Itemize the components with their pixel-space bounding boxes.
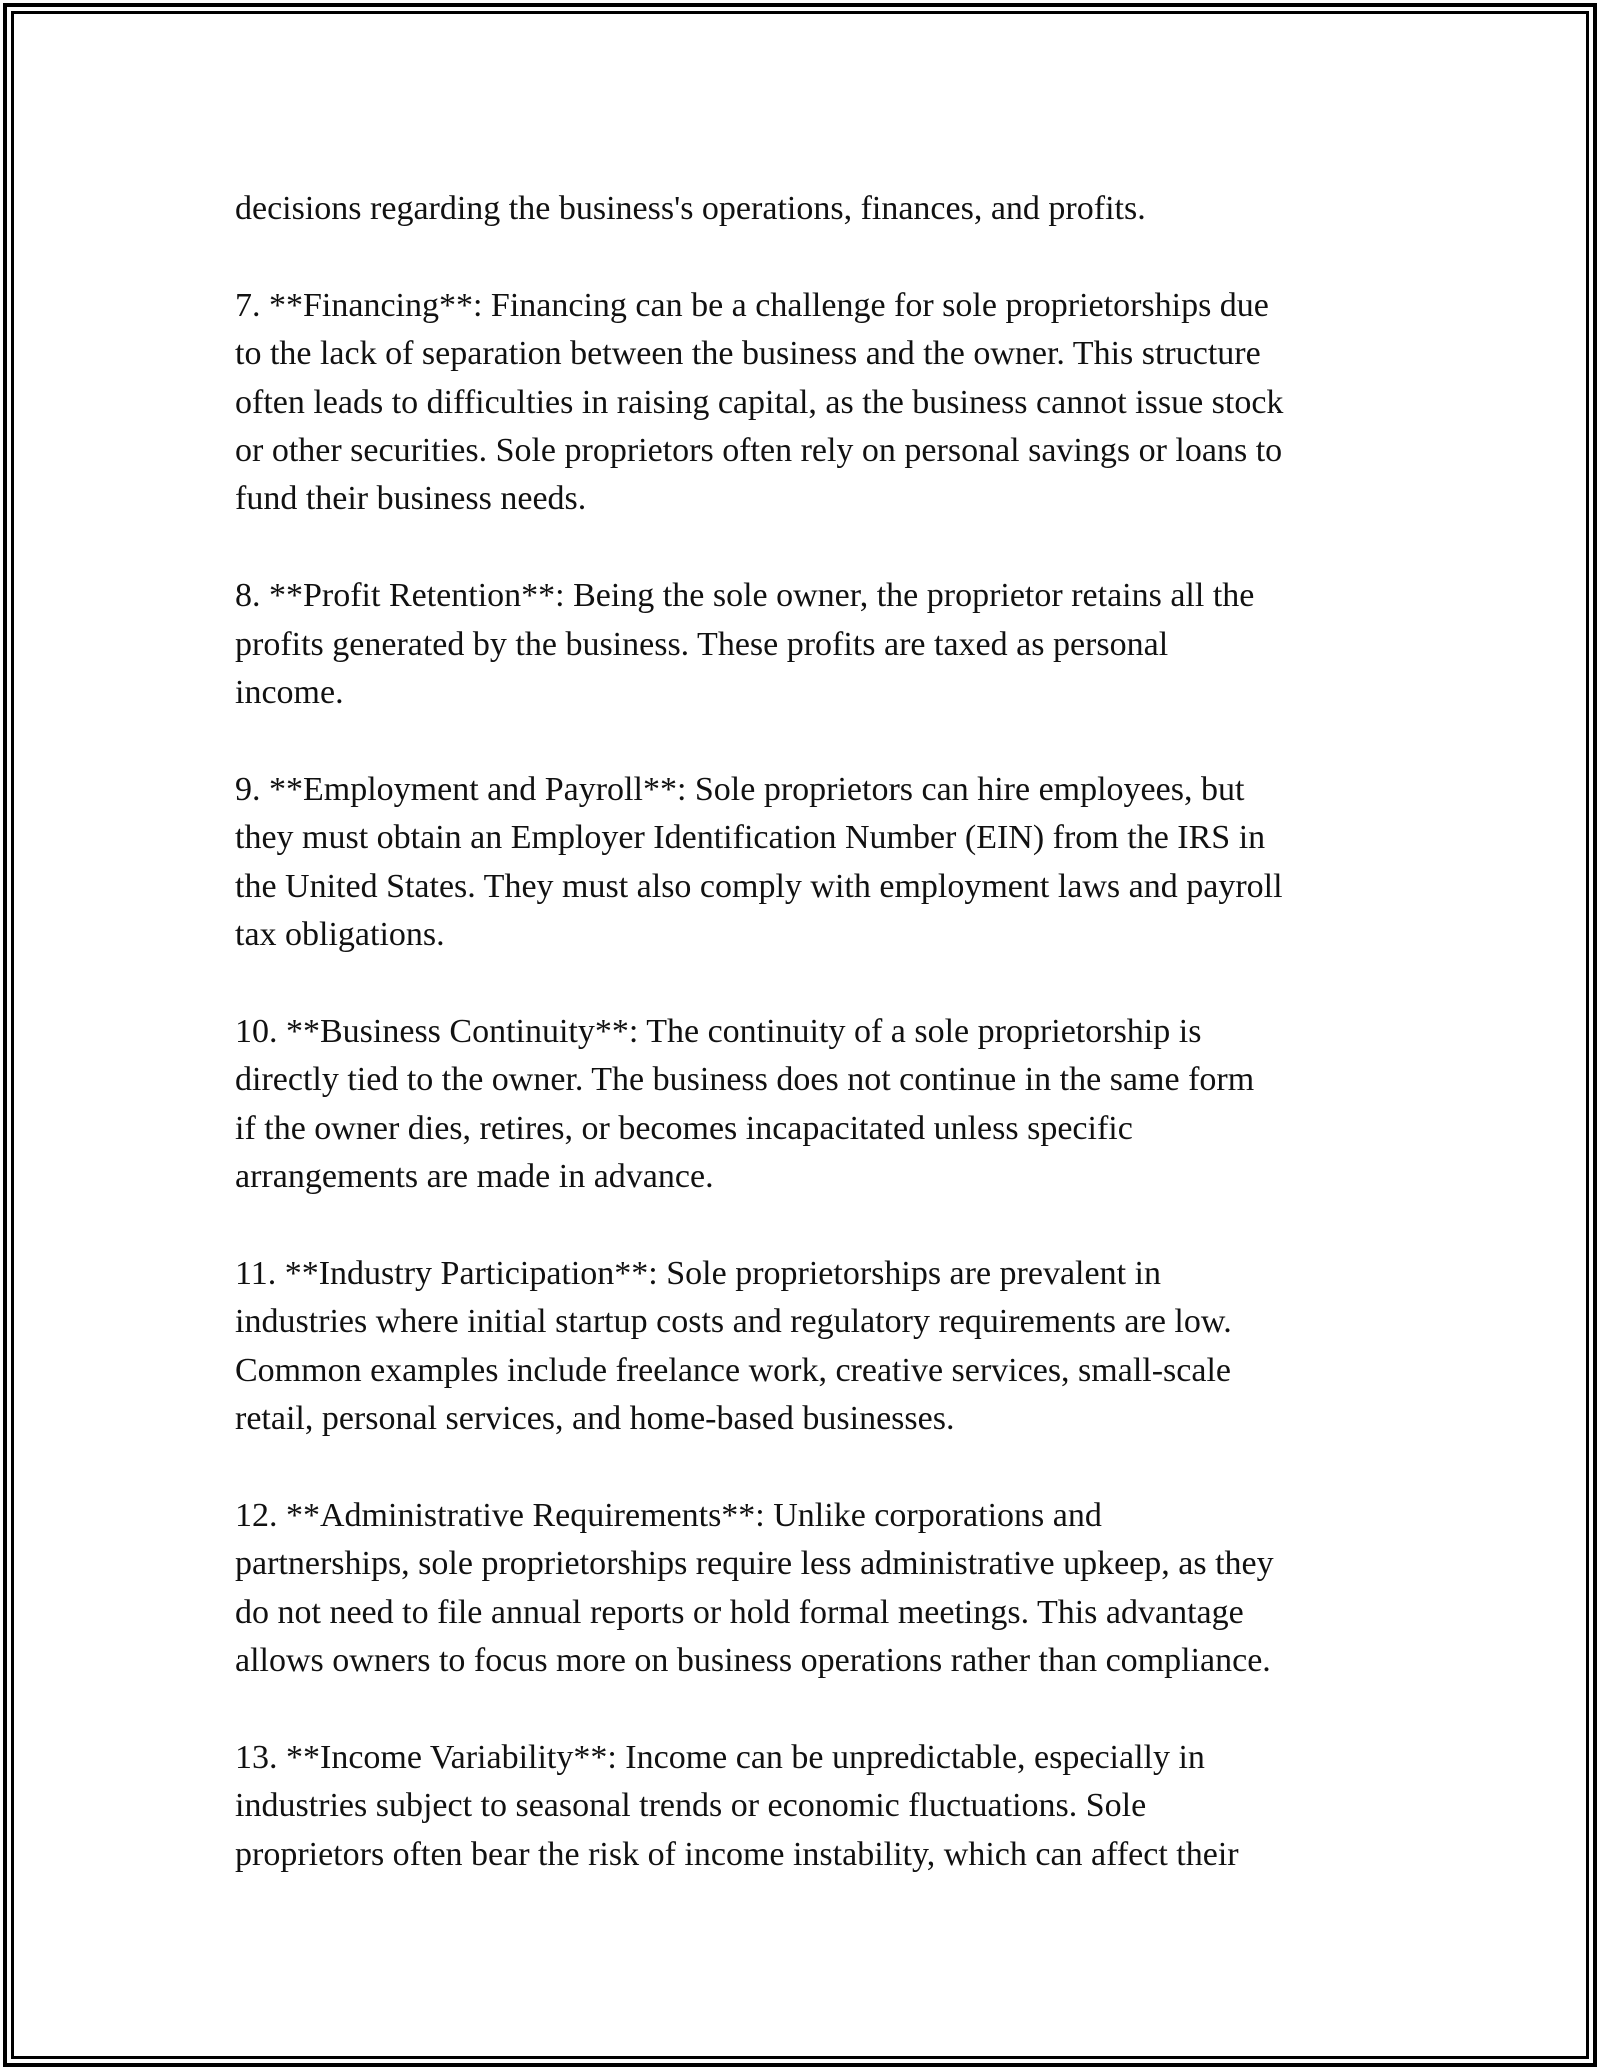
text-line: if the owner dies, retires, or becomes incapacitated unless specific [235,1109,1133,1147]
text-line: allows owners to focus more on business operations rather than compliance. [235,1642,1271,1680]
text-line: directly tied to the owner. The business does not continue in the same form [235,1061,1255,1099]
text-line: to the lack of separation between the business and the owner. This structure [235,335,1261,373]
paragraph-income-variability [235,1734,1400,1879]
paragraph-continuation [235,185,1400,233]
text-line: 9. **Employment and Payroll**: Sole proprietors can hire employees, but [235,770,1245,808]
text-line: often leads to difficulties in raising capital, as the business cannot issue stock [235,383,1284,421]
text-line: Common examples include freelance work, creative services, small-scale [235,1351,1231,1389]
text-line: tax obligations. [235,916,445,954]
paragraph-industry-participation [235,1250,1400,1444]
text-line: proprietors often bear the risk of income instability, which can affect their [235,1835,1239,1873]
text-line: partnerships, sole proprietorships require less administrative upkeep, as they [235,1545,1274,1583]
text-line: 8. **Profit Retention**: Being the sole owner, the proprietor retains all the [235,577,1255,615]
text-line: or other securities. Sole proprietors often rely on personal savings or loans to [235,432,1283,470]
text-line: retail, personal services, and home-based businesses. [235,1400,955,1438]
text-line: arrangements are made in advance. [235,1158,714,1196]
text-line: industries subject to seasonal trends or economic fluctuations. Sole [235,1787,1147,1825]
text-line: income. [235,674,344,712]
paragraph-employment-payroll [235,766,1400,960]
text-line: profits generated by the business. These profits are taxed as personal [235,625,1169,663]
paragraph-business-continuity [235,1008,1400,1202]
text-line: fund their business needs. [235,480,587,518]
text-line: 7. **Financing**: Financing can be a challenge for sole proprietorships due [235,286,1269,324]
text-line: 11. **Industry Participation**: Sole proprietorships are prevalent in [235,1254,1161,1292]
paragraph-administrative-requirements [235,1492,1400,1686]
paragraph-financing [235,282,1400,524]
text-line: decisions regarding the business's operations, finances, and profits. [235,190,1146,227]
text-line: the United States. They must also comply with employment laws and payroll [235,867,1283,905]
text-line: do not need to file annual reports or hold formal meetings. This advantage [235,1593,1244,1631]
paragraph-profit-retention [235,572,1400,717]
text-line: they must obtain an Employer Identification Number (EIN) from the IRS in [235,819,1266,857]
text-line: 13. **Income Variability**: Income can be unpredictable, especially in [235,1738,1205,1776]
text-line: 12. **Administrative Requirements**: Unlike corporations and [235,1496,1102,1534]
text-line: industries where initial startup costs and regulatory requirements are low. [235,1303,1232,1341]
document-body [235,185,1400,1928]
text-line: 10. **Business Continuity**: The continuity of a sole proprietorship is [235,1012,1202,1050]
